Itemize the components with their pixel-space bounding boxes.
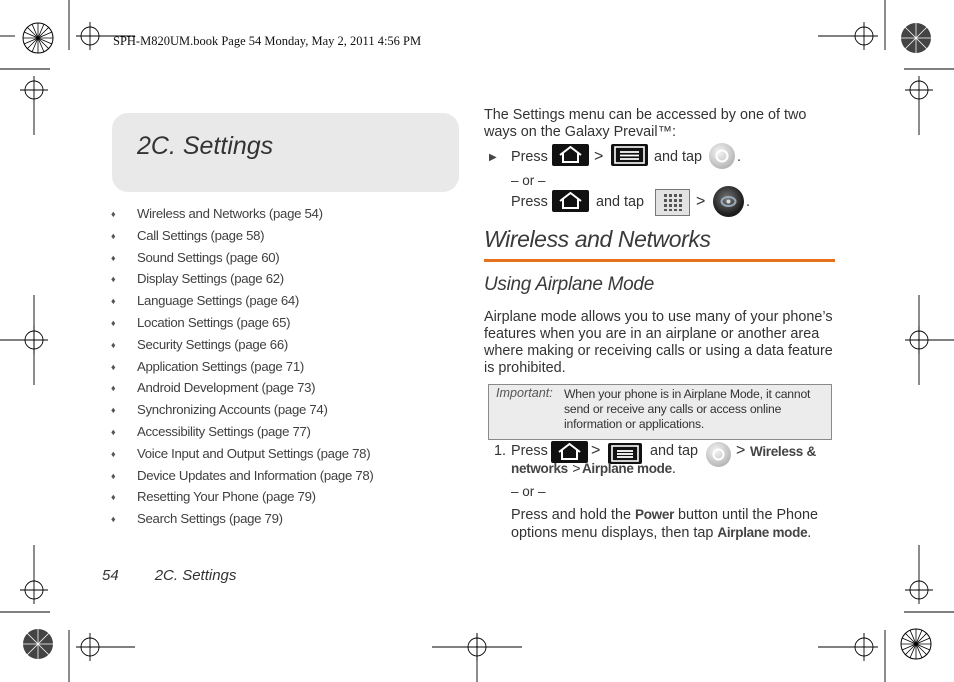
alt-text: Press and hold the bbox=[511, 507, 632, 523]
important-note-text bbox=[564, 387, 826, 432]
diamond-bullet-icon: ♦ bbox=[111, 426, 116, 437]
toc-item-label: Call Settings (page 58) bbox=[137, 227, 265, 243]
press-text: Press bbox=[511, 194, 548, 210]
alt-line-2 bbox=[511, 524, 818, 542]
note-line: information or applications. bbox=[564, 417, 705, 431]
period: . bbox=[746, 194, 750, 210]
settings-app-icon bbox=[713, 186, 744, 217]
toc-item bbox=[111, 446, 451, 468]
press-text: Press bbox=[511, 149, 548, 165]
home-key-icon bbox=[552, 190, 589, 212]
toc-item-label: Display Settings (page 62) bbox=[137, 271, 284, 287]
toc-item-label: Location Settings (page 65) bbox=[137, 314, 291, 330]
gt-symbol: > bbox=[572, 460, 581, 476]
page-footer bbox=[102, 567, 236, 584]
toc-item bbox=[111, 468, 451, 490]
intro-text bbox=[484, 107, 806, 141]
toc-item-label: Wireless and Networks (page 54) bbox=[137, 206, 323, 221]
gt-symbol: > bbox=[736, 442, 746, 459]
diamond-bullet-icon: ♦ bbox=[111, 405, 116, 416]
and-tap-text: and tap bbox=[596, 194, 645, 210]
toc-item bbox=[111, 293, 451, 315]
alt-line-1 bbox=[511, 506, 818, 524]
diamond-bullet-icon: ♦ bbox=[111, 361, 116, 372]
menu-path-airplane: Airplane mode bbox=[581, 461, 672, 476]
diamond-bullet-icon: ♦ bbox=[111, 383, 116, 394]
period: . bbox=[671, 461, 676, 477]
toc-item bbox=[111, 359, 451, 381]
diamond-bullet-icon: ♦ bbox=[111, 339, 116, 350]
menu-path-line bbox=[511, 460, 676, 478]
toc-item bbox=[111, 511, 451, 533]
app-grid-icon bbox=[655, 189, 690, 216]
toc-item-label: Search Settings (page 79) bbox=[137, 511, 283, 527]
gt-symbol: > bbox=[696, 193, 706, 210]
toc-item bbox=[111, 271, 451, 293]
diamond-bullet-icon: ♦ bbox=[111, 448, 116, 459]
toc-item bbox=[111, 250, 451, 272]
subsection-title: Using Airplane Mode bbox=[484, 274, 654, 295]
toc-item-label: Accessibility Settings (page 77) bbox=[137, 423, 311, 439]
intro-line: ways on the Galaxy Prevail™: bbox=[484, 124, 676, 140]
menu-path-wireless: Wireless & bbox=[750, 444, 816, 459]
toc-item-label: Voice Input and Output Settings (page 78) bbox=[137, 445, 371, 461]
chapter-contents-list bbox=[111, 206, 451, 533]
toc-item bbox=[111, 337, 451, 359]
menu-key-icon bbox=[611, 144, 648, 166]
or-separator: – or – bbox=[511, 173, 546, 188]
gt-symbol: > bbox=[594, 148, 604, 165]
diamond-bullet-icon: ♦ bbox=[111, 209, 116, 219]
diamond-bullet-icon: ♦ bbox=[111, 514, 116, 525]
body-line: where making or receiving calls or using a data feature bbox=[484, 343, 833, 359]
toc-item-label: Security Settings (page 66) bbox=[137, 336, 288, 352]
important-label: Important: bbox=[496, 386, 553, 400]
period: . bbox=[807, 525, 812, 541]
page-number: 54 bbox=[102, 567, 119, 584]
airplane-mode-label: Airplane mode bbox=[717, 525, 808, 540]
alternate-instruction bbox=[511, 506, 818, 542]
power-key-label: Power bbox=[635, 507, 675, 522]
toc-item bbox=[111, 380, 451, 402]
toc-item bbox=[111, 228, 451, 250]
press-text: Press bbox=[511, 443, 548, 459]
bullet-arrow-icon: ▶ bbox=[489, 152, 497, 163]
toc-item bbox=[111, 206, 451, 228]
and-tap-text: and tap bbox=[650, 443, 699, 459]
toc-item-label: Device Updates and Information (page 78) bbox=[137, 467, 374, 483]
and-tap-text: and tap bbox=[654, 149, 703, 165]
chapter-title: 2C. Settings bbox=[137, 132, 274, 160]
note-line: send or receive any calls or access online bbox=[564, 402, 782, 416]
footer-section: 2C. Settings bbox=[154, 567, 237, 584]
running-head: SPH-M820UM.book Page 54 Monday, May 2, 2011 4:56 PM bbox=[113, 34, 422, 48]
toc-item-label: Language Settings (page 64) bbox=[137, 293, 300, 309]
or-separator: – or – bbox=[511, 484, 546, 499]
settings-gear-icon bbox=[709, 143, 735, 169]
section-rule bbox=[484, 259, 835, 262]
toc-item-label: Sound Settings (page 60) bbox=[137, 249, 280, 265]
note-line: When your phone is in Airplane Mode, it cannot bbox=[564, 387, 811, 401]
diamond-bullet-icon: ♦ bbox=[111, 274, 116, 285]
toc-item bbox=[111, 424, 451, 446]
diamond-bullet-icon: ♦ bbox=[111, 492, 116, 503]
period: . bbox=[737, 149, 741, 165]
menu-path-networks: networks bbox=[511, 461, 568, 476]
toc-item-label: Android Development (page 73) bbox=[137, 380, 316, 396]
toc-item-label: Synchronizing Accounts (page 74) bbox=[137, 402, 328, 418]
diamond-bullet-icon: ♦ bbox=[111, 230, 116, 241]
section-title: Wireless and Networks bbox=[484, 226, 711, 252]
diamond-bullet-icon: ♦ bbox=[111, 470, 116, 481]
diamond-bullet-icon: ♦ bbox=[111, 317, 116, 328]
settings-gear-icon bbox=[706, 442, 731, 467]
airplane-mode-description bbox=[484, 309, 833, 377]
toc-item-label: Application Settings (page 71) bbox=[137, 358, 304, 374]
toc-item bbox=[111, 315, 451, 337]
body-line: is prohibited. bbox=[484, 360, 566, 376]
diamond-bullet-icon: ♦ bbox=[111, 252, 116, 263]
diamond-bullet-icon: ♦ bbox=[111, 296, 116, 307]
home-key-icon bbox=[552, 144, 589, 166]
intro-line: The Settings menu can be accessed by one of two bbox=[484, 107, 807, 123]
step-number: 1. bbox=[494, 443, 507, 459]
toc-item bbox=[111, 402, 451, 424]
alt-text: button until the Phone bbox=[678, 507, 819, 523]
toc-item bbox=[111, 489, 451, 511]
toc-item-label: Resetting Your Phone (page 79) bbox=[137, 489, 316, 505]
alt-text: options menu displays, then tap bbox=[511, 525, 714, 541]
body-line: Airplane mode allows you to use many of your phone’s bbox=[484, 309, 833, 325]
gt-symbol: > bbox=[591, 442, 601, 459]
body-line: features when you are in an airplane or another area bbox=[484, 326, 820, 342]
